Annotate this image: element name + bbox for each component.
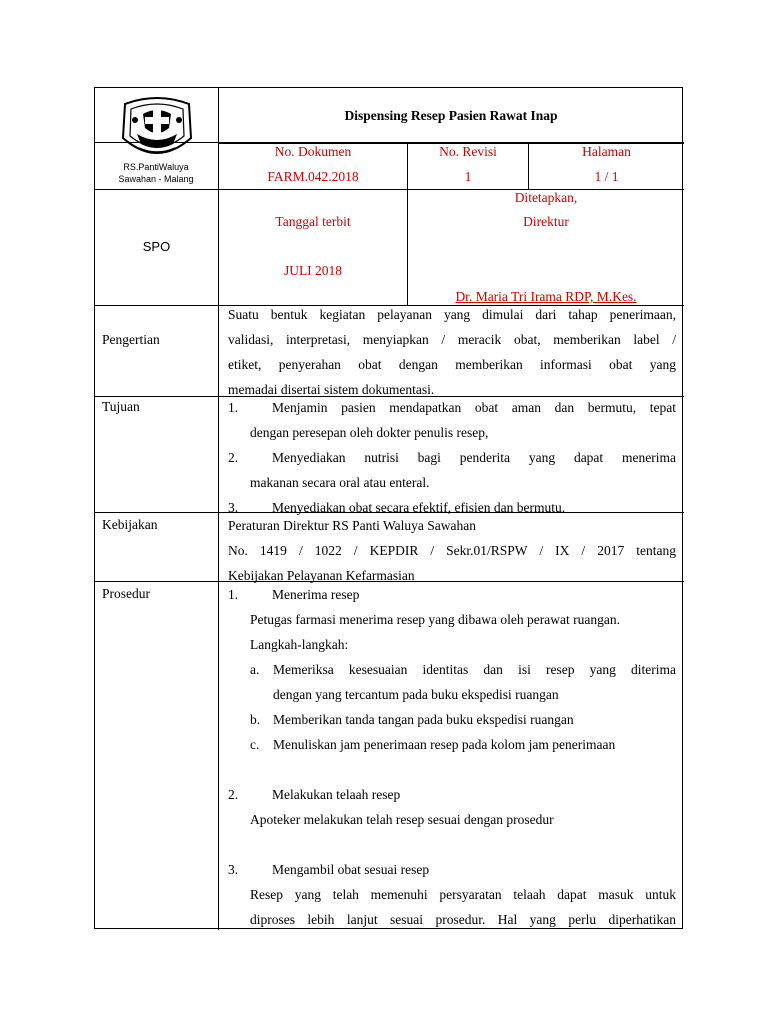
tujuan-label: Tujuan — [102, 399, 140, 414]
kebijakan-line: Peraturan Direktur RS Panti Waluya Sawahan — [228, 518, 476, 533]
direktur-name: Dr. Maria Tri Irama RDP, M.Kes. — [455, 289, 637, 304]
kebijakan-text — [228, 513, 676, 588]
halaman-value: 1 / 1 — [594, 169, 619, 184]
kebijakan-label: Kebijakan — [102, 517, 158, 532]
step-number: 1. — [228, 587, 239, 602]
tanggal-terbit-label: Tanggal terbit — [275, 214, 351, 229]
step-description: Apoteker melakukan telah resep sesuai dengan prosedur — [250, 812, 554, 827]
step-title: Mengambil obat sesuai resep — [272, 862, 430, 877]
list-number: 1. — [228, 400, 239, 415]
sub-text: dengan yang tercantum pada buku ekspedisi ruangan — [273, 687, 559, 702]
list-text: makanan secara oral atau enteral. — [250, 475, 430, 490]
spo-label: SPO — [142, 239, 171, 254]
list-number: 3. — [228, 500, 239, 515]
list-text: dengan peresepan oleh dokter penulis resep, — [250, 425, 489, 440]
step-title: Melakukan telaah resep — [272, 787, 401, 802]
document-title: Dispensing Resep Pasien Rawat Inap — [344, 108, 558, 123]
sub-text: Menuliskan jam penerimaan resep pada kolom jam penerimaan — [273, 737, 616, 752]
pengertian-line: Suatu bentuk kegiatan pelayanan yang dimulai dari tahap penerimaan, — [228, 307, 676, 322]
hospital-location: Sawahan - Malang — [118, 174, 194, 184]
procedure-step — [228, 782, 676, 807]
step-description: diproses lebih lanjut sesuai prosedur. Hal yang perlu diperhatikan — [250, 912, 676, 927]
kebijakan-line: Kebijakan Pelayanan Kefarmasian — [228, 568, 415, 583]
no-revisi-label: No. Revisi — [439, 144, 497, 159]
halaman-label: Halaman — [582, 144, 631, 159]
ditetapkan-label: Ditetapkan, — [514, 190, 578, 205]
list-item — [228, 445, 676, 495]
hospital-name: RS.PantiWaluya — [123, 162, 189, 172]
sub-step — [228, 732, 676, 757]
list-text: Menjamin pasien mendapatkan obat aman dan bermutu, tepat — [272, 400, 676, 415]
pengertian-text — [228, 302, 676, 402]
list-text: Menyediakan nutrisi bagi penderita yang dapat menerima — [272, 450, 676, 465]
sub-text: Memberikan tanda tangan pada buku ekspedisi ruangan — [273, 712, 574, 727]
sub-text: Memeriksa kesesuaian identitas dan isi resep yang diterima — [273, 662, 676, 677]
step-title: Menerima resep — [272, 587, 360, 602]
hospital-logo-seal-icon — [117, 94, 197, 164]
procedure-step — [228, 857, 676, 882]
spo-document — [94, 87, 683, 929]
no-revisi-value: 1 — [464, 169, 472, 184]
procedure-step — [228, 582, 676, 607]
pengertian-label: Pengertian — [102, 332, 160, 347]
step-langkah: Langkah-langkah: — [250, 637, 349, 652]
kebijakan-line: No. 1419 / 1022 / KEPDIR / Sekr.01/RSPW / IX / 2017 tentang — [228, 543, 676, 558]
step-description: Petugas farmasi menerima resep yang dibawa oleh perawat ruangan. — [250, 612, 620, 627]
pengertian-line: etiket, penyerahan obat dengan memberikan informasi obat yang — [228, 357, 676, 372]
prosedur-label: Prosedur — [102, 586, 150, 601]
list-text: Menyediakan obat secara efektif, efisien dan bermutu. — [272, 500, 566, 515]
step-description: Resep yang telah memenuhi persyaratan telaah dapat masuk untuk — [250, 887, 676, 902]
sub-letter: a. — [250, 662, 260, 677]
direktur-label: Direktur — [523, 214, 569, 229]
sub-letter: b. — [250, 712, 261, 727]
step-number: 2. — [228, 787, 239, 802]
list-item — [228, 395, 676, 445]
no-dokumen-label: No. Dokumen — [274, 144, 352, 159]
tujuan-list — [228, 395, 676, 520]
sub-letter: c. — [250, 737, 260, 752]
sub-step — [228, 657, 676, 707]
tanggal-terbit-value: JULI 2018 — [283, 263, 343, 278]
pengertian-line: validasi, interpretasi, menyiapkan / meracik obat, memberikan label / — [228, 332, 676, 347]
no-dokumen-value: FARM.042.2018 — [267, 169, 359, 184]
step-number: 3. — [228, 862, 239, 877]
pengertian-line: memadai disertai sistem dokumentasi. — [228, 382, 435, 397]
sub-step — [228, 707, 676, 732]
prosedur-steps — [228, 582, 676, 932]
list-number: 2. — [228, 450, 239, 465]
